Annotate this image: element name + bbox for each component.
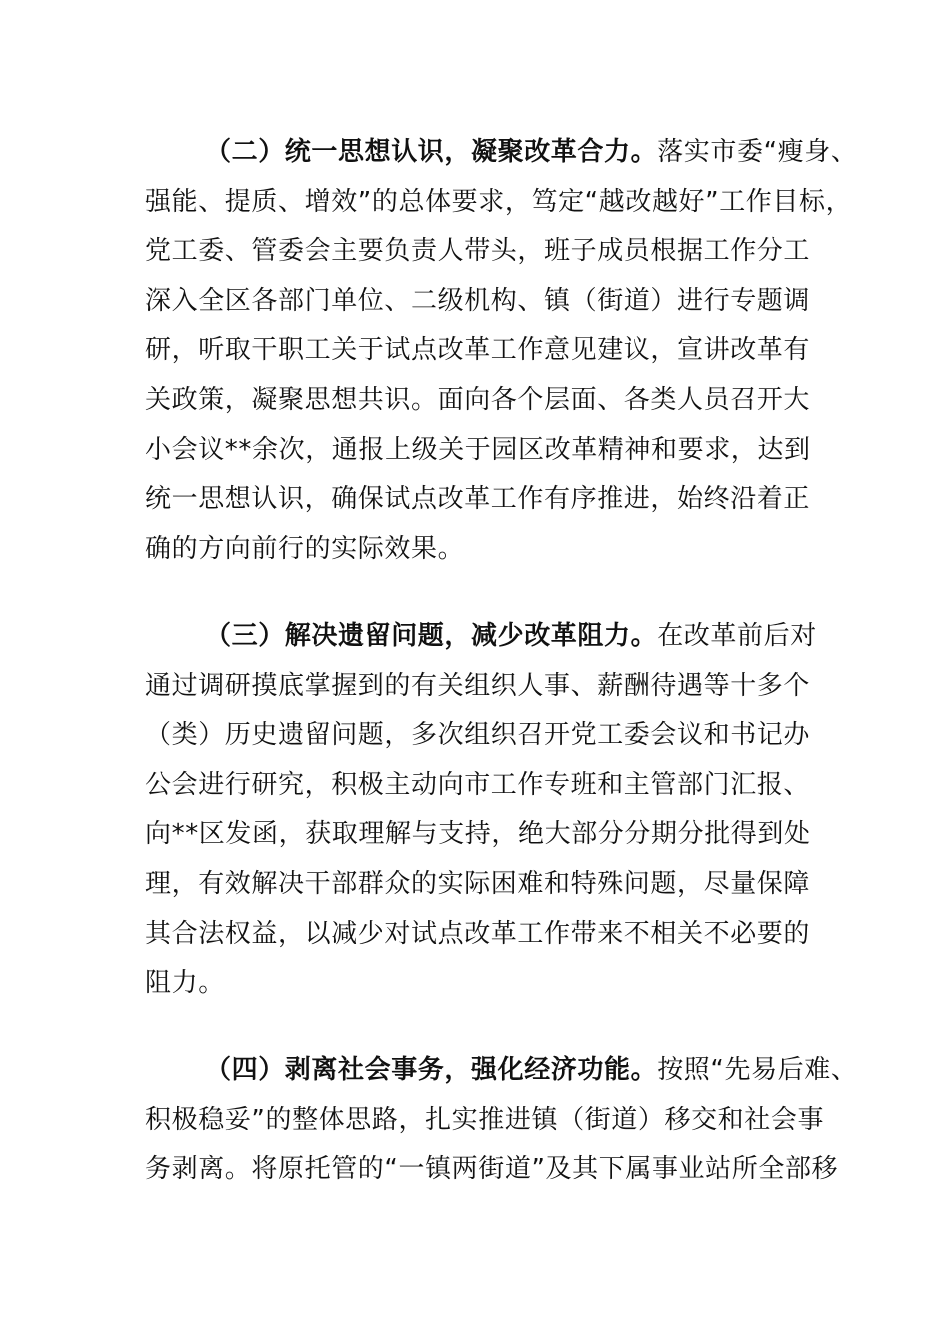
paragraph-line: 党工委、管委会主要负责人带头，班子成员根据工作分工 [145,236,811,267]
paragraph-first-line [145,1046,858,1096]
section-heading: （二）统一思想认识，凝聚改革合力。 [205,137,658,167]
section-heading: （四）剥离社会事务，强化经济功能。 [205,1055,658,1085]
paragraph-line: 通过调研摸底掌握到的有关组织人事、薪酬待遇等十多个 [145,670,811,701]
section-heading: （三）解决遗留问题，减少改革阻力。 [205,621,658,651]
paragraph-line: 统一思想认识，确保试点改革工作有序推进，始终沿着正 [145,484,811,515]
paragraph-line: 积极稳妥”的整体思路，扎实推进镇（街道）移交和社会事 [145,1104,825,1135]
paragraph-line: 阻力。 [145,968,225,999]
paragraph-line: 研，听取干职工关于试点改革工作意见建议，宣讲改革有 [145,335,811,366]
paragraph-section-4 [145,1046,858,1195]
paragraph-first-line [145,612,815,662]
paragraph-line: 公会进行研究，积极主动向市工作专班和主管部门汇报、 [145,769,811,800]
paragraph-line: 其合法权益，以减少对试点改革工作带来不相关不必要的 [145,918,811,949]
paragraph-text: 按照“先易后难、 [657,1055,858,1085]
paragraph-line: 深入全区各部门单位、二级机构、镇（街道）进行专题调 [145,285,811,316]
paragraph-section-2 [145,128,858,574]
paragraph-line: 务剥离。将原托管的“一镇两街道”及其下属事业站所全部移 [145,1154,839,1185]
paragraph-line: 理，有效解决干部群众的实际困难和特殊问题，尽量保障 [145,868,811,899]
paragraph-line: 强能、提质、增效”的总体要求，笃定“越改越好”工作目标， [145,186,853,217]
paragraph-line: 小会议**余次，通报上级关于园区改革精神和要求，达到 [145,434,811,465]
paragraph-text: 在改革前后对 [657,621,817,651]
paragraph-line: 关政策，凝聚思想共识。面向各个层面、各类人员召开大 [145,384,811,415]
paragraph-first-line [145,128,858,178]
paragraph-text: 落实市委“瘦身、 [657,137,858,167]
paragraph-section-3 [145,612,815,1009]
paragraph-line: （类）历史遗留问题，多次组织召开党工委会议和书记办 [145,720,811,751]
paragraph-line: 向**区发函，获取理解与支持，绝大部分分期分批得到处 [145,819,811,850]
paragraph-line: 确的方向前行的实际效果。 [145,533,465,564]
